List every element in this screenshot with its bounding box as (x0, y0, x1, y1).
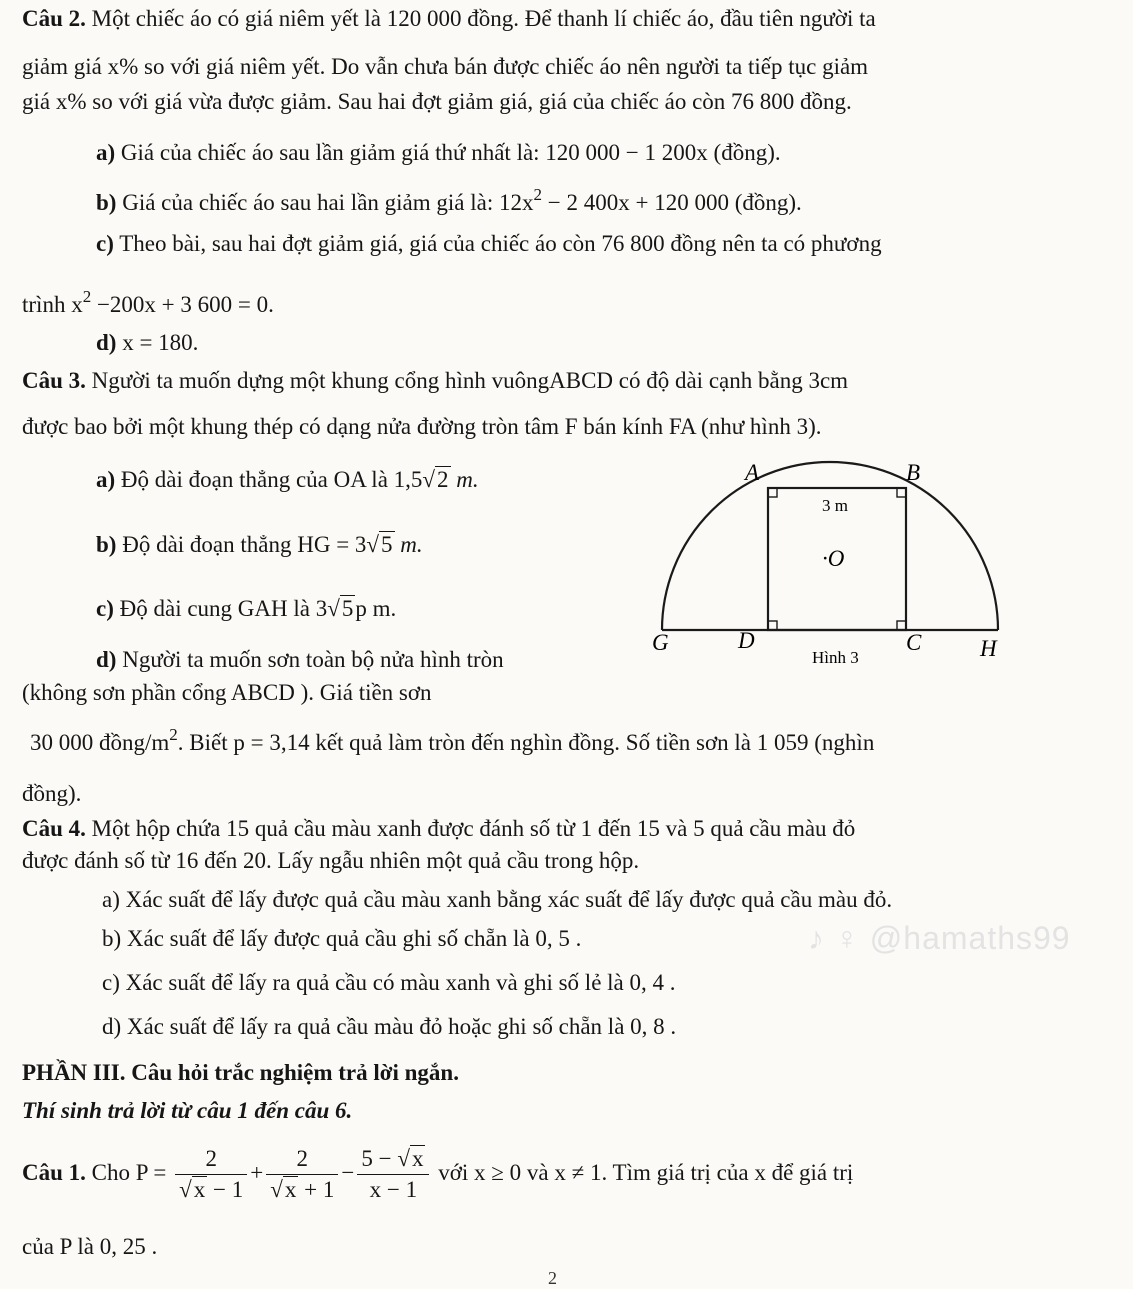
cau2-c-line2 (22, 287, 274, 322)
denominator-tail: − 1 (207, 1177, 244, 1202)
cau3-b-radicand: 5 (381, 532, 393, 557)
fraction-3-numerator: 5 − √x (357, 1144, 429, 1175)
cau1-line1: Câu 1. Cho P = $\frac{2}{√x - 1}$ + $\frac{2}{√x + 1}$ − $\frac{5 - √x}{x - 1}$ với x ≥ 0 và x ≠ 1. Tìm giá trị của x để giá trị (22, 1144, 853, 1205)
cau3-a-radicand: 2 (437, 467, 449, 492)
cau1-condition: với x ≥ 0 và x ≠ 1. Tìm giá trị của x để giá trị (438, 1159, 854, 1185)
cau3-a (96, 465, 479, 495)
point-a-label: A (745, 460, 760, 485)
cau2-d-text: x = 180. (122, 330, 199, 355)
part3-title (22, 1058, 459, 1088)
right-angle-mark (768, 488, 777, 497)
cau3-b-unit: m. (394, 532, 423, 557)
cau3-b-text: Độ dài đoạn thẳng HG = 3 (122, 532, 367, 557)
cau3-line2: được bao bởi một khung thép có dạng nửa đường tròn tâm F bán kính FA (như hình 3). (22, 414, 822, 439)
cau2-b-label: b) (96, 190, 117, 215)
fraction-1-numerator: 2 (175, 1144, 247, 1175)
cau3-c-unit: p m. (355, 596, 397, 621)
fraction-1 (175, 1144, 247, 1205)
fraction-2-denominator: √x + 1 (270, 1177, 335, 1202)
radicand: x (411, 1146, 424, 1171)
cau4-line2: được đánh số từ 16 đến 20. Lấy ngẫu nhiên một quả cầu trong hộp. (22, 848, 640, 873)
fraction-2 (266, 1144, 338, 1205)
fraction-3-denominator: x − 1 (369, 1177, 418, 1202)
cau2-c-text2-post: −200x + 3 600 = 0. (91, 292, 274, 317)
side-length-label: 3 m (822, 496, 848, 515)
cau2-d (96, 328, 198, 358)
cau3-text1: Người ta muốn dựng một khung cổng hình vuôngABCD có độ dài cạnh bằng 3cm (91, 368, 849, 393)
right-angle-mark (768, 621, 777, 630)
cau4-c: c) Xác suất để lấy ra quả cầu có màu xanh và ghi số lẻ là 0, 4 . (102, 970, 676, 995)
cau3-label: Câu 3. (22, 368, 86, 393)
cau3-b (96, 530, 423, 560)
cau2-a-label: a) (96, 140, 116, 165)
cau3-d-line3 (30, 725, 875, 760)
sqrt-symbol: √5 (366, 532, 393, 557)
point-g-label: G (652, 630, 669, 655)
cau4-label: Câu 4. (22, 816, 86, 841)
cau3-a-label: a) (96, 467, 116, 492)
cau2-b-text: Giá của chiếc áo sau hai lần giảm giá là: 12x (122, 190, 534, 215)
fraction-1-denominator: √x − 1 (179, 1177, 244, 1202)
cau2-text1: Một chiếc áo có giá niêm yết là 120 000 đồng. Để thanh lí chiếc áo, đầu tiên người ta (91, 6, 876, 31)
cau3-a-text: Độ dài đoạn thẳng của OA là 1,5 (120, 467, 423, 492)
page-number: 2 (548, 1268, 557, 1288)
fraction-2-numerator: 2 (266, 1144, 338, 1175)
cau3-line1 (22, 366, 848, 396)
cau3-d-label: d) (96, 647, 117, 672)
cau4-d: d) Xác suất để lấy ra quả cầu màu đỏ hoặc ghi số chẵn là 0, 8 . (102, 1014, 677, 1039)
cau2-c (96, 229, 882, 259)
cau2-a (96, 138, 781, 168)
semicircle-figure (640, 458, 1020, 678)
numerator-head: 5 − (361, 1146, 398, 1171)
cau4-a: a) Xác suất để lấy được quả cầu màu xanh bằng xác suất để lấy được quả cầu màu đỏ. (102, 887, 893, 912)
cau2-line1 (22, 4, 876, 34)
cau2-c-text2: trình x (22, 292, 83, 317)
cau4-text1: Một hộp chứa 15 quả cầu màu xanh được đánh số từ 1 đến 15 và 5 quả cầu màu đỏ (91, 816, 856, 841)
fraction-3 (357, 1144, 429, 1205)
cau3-d (96, 645, 504, 675)
cau2-line3: giá x% so với giá vừa được giảm. Sau hai đợt giảm giá, giá của chiếc áo còn 76 800 đồng. (22, 89, 852, 114)
cau2-line2: giảm giá x% so với giá niêm yết. Do vẫn chưa bán được chiếc áo nên người ta tiếp tục giảm (22, 54, 869, 79)
cau3-d-text3: 30 000 đồng/m (30, 730, 170, 755)
cau1-prefix: Cho P = (91, 1159, 167, 1185)
point-b-label: B (906, 460, 921, 485)
cau1-line2: của P là 0, 25 . (22, 1234, 158, 1259)
point-c-label: C (906, 630, 922, 655)
center-o-label: ·O (822, 546, 845, 571)
cau3-d-text1: Người ta muốn sơn toàn bộ nửa hình tròn (122, 647, 504, 672)
sqrt-symbol: √5 (327, 596, 354, 621)
sqrt-symbol: √2 (422, 467, 449, 492)
cau2-a-text: Giá của chiếc áo sau lần giảm giá thứ nhất là: 120 000 − 1 200x (đồng). (120, 140, 781, 165)
right-angle-mark (897, 621, 906, 630)
cau3-a-unit: m. (450, 467, 479, 492)
point-d-label: D (738, 628, 755, 653)
part3-instruction (22, 1096, 352, 1126)
cau2-label: Câu 2. (22, 6, 86, 31)
part3-title-text: PHẦN III. Câu hỏi trắc nghiệm trả lời ngắn. (22, 1060, 459, 1085)
radicand: x (193, 1177, 206, 1202)
cau3-d-line2: (không sơn phần cổng ABCD ). Giá tiền sơn (22, 680, 432, 705)
radicand: x (284, 1177, 297, 1202)
cau2-c-label: c) (96, 231, 114, 256)
cau4-b: b) Xác suất để lấy được quả cầu ghi số chẵn là 0, 5 . (102, 926, 582, 951)
cau3-c-text: Độ dài cung GAH là 3 (119, 596, 328, 621)
figure-caption: Hình 3 (812, 648, 859, 667)
cau2-b-exponent: 2 (533, 185, 542, 204)
cau2-c-text: Theo bài, sau hai đợt giảm giá, giá của chiếc áo còn 76 800 đồng nên ta có phương (119, 231, 882, 256)
right-angle-mark (897, 488, 906, 497)
cau3-b-label: b) (96, 532, 117, 557)
part3-instruction-text: Thí sinh trả lời từ câu 1 đến câu 6. (22, 1098, 353, 1123)
cau2-d-label: d) (96, 330, 117, 355)
point-h-label: H (980, 636, 997, 661)
cau2-b (96, 185, 802, 220)
cau2-c-exponent: 2 (82, 287, 92, 306)
cau4-line1 (22, 814, 855, 844)
cau1-label: Câu 1. (22, 1159, 86, 1185)
cau3-c (96, 594, 396, 624)
cau3-d-line4: đồng). (22, 781, 82, 806)
cau2-b-text-post: − 2 400x + 120 000 (đồng). (542, 190, 802, 215)
denominator-tail: + 1 (298, 1177, 335, 1202)
cau3-d-exponent: 2 (169, 725, 178, 744)
watermark: ♪ ♀ @hamaths99 (808, 920, 1071, 956)
cau3-c-radicand: 5 (341, 596, 354, 621)
cau3-d-text3-post: . Biết p = 3,14 kết quả làm tròn đến nghìn đồng. Số tiền sơn là 1 059 (nghìn (177, 730, 875, 755)
cau3-c-label: c) (96, 596, 114, 621)
